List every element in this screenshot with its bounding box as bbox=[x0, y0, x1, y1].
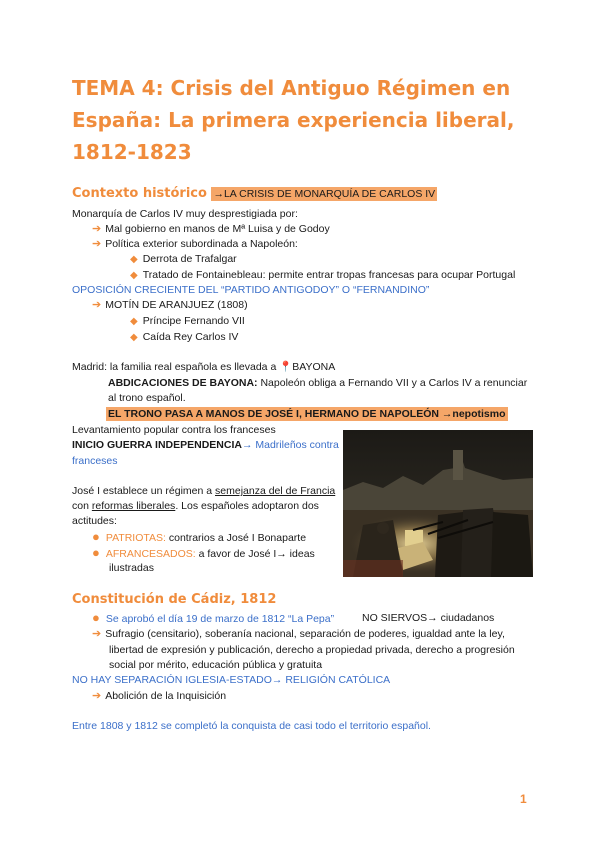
madrid-line: Madrid: la familia real española es llevada a 📍BAYONA bbox=[72, 361, 336, 373]
list-item-cont: social por mérito, educación pública y gratuita bbox=[109, 659, 323, 671]
painting-image bbox=[343, 430, 533, 577]
diamond-icon: ◆ bbox=[130, 332, 138, 343]
list-item: ➔ Política exterior subordinada a Napoleón: bbox=[92, 238, 298, 250]
jose-line-3: actitudes: bbox=[72, 515, 117, 527]
list-item: ● AFRANCESADOS: a favor de José I→ ideas bbox=[92, 545, 315, 560]
arrow-right-icon: ➔ bbox=[92, 223, 102, 235]
sub-list-item: ◆ Tratado de Fontainebleau: permite entrar tropas francesas para ocupar Portugal bbox=[130, 269, 516, 281]
arrow-right-icon: ➔ bbox=[92, 628, 102, 640]
list-item: ➔ MOTÍN DE ARANJUEZ (1808) bbox=[92, 299, 248, 311]
arrow-right-icon: ➔ bbox=[92, 690, 102, 702]
levantamiento-line: Levantamiento popular contra los franceses bbox=[72, 424, 276, 436]
bullet-dot-icon: ● bbox=[92, 610, 100, 625]
abdicaciones-line-1: ABDICACIONES DE BAYONA: Napoleón obliga a Fernando VII y a Carlos IV a renunciar bbox=[108, 377, 528, 389]
diamond-icon: ◆ bbox=[130, 254, 138, 265]
sub-list-item: ◆ Derrota de Trafalgar bbox=[130, 253, 237, 265]
trono-highlight: EL TRONO PASA A MANOS DE JOSÉ I, HERMANO DE NAPOLEÓN →nepotismo bbox=[108, 408, 506, 420]
list-item: ● PATRIOTAS: contrarios a José I Bonaparte bbox=[92, 529, 307, 544]
document-title bbox=[72, 72, 542, 168]
bullet-dot-icon: ● bbox=[92, 529, 100, 544]
arrow-right-icon: ➔ bbox=[92, 238, 102, 250]
separacion-line: NO HAY SEPARACIÓN IGLESIA-ESTADO→ RELIGIÓN CATÓLICA bbox=[72, 674, 391, 686]
abdicaciones-line-2: al trono español. bbox=[108, 392, 186, 404]
jose-line-1: José I establece un régimen a semejanza del de Francia bbox=[72, 485, 336, 497]
title-line-3: 1812-1823 bbox=[72, 140, 192, 164]
sub-list-item: ◆ Príncipe Fernando VII bbox=[130, 315, 245, 327]
guerra-line-1: INICIO GUERRA INDEPENDENCIA→ Madrileños contra bbox=[72, 439, 339, 451]
diamond-icon: ◆ bbox=[130, 270, 138, 281]
list-item: ● Se aprobó el día 19 de marzo de 1812 “La Pepa” bbox=[92, 610, 335, 625]
page-number: 1 bbox=[520, 792, 527, 806]
list-item: ➔ Mal gobierno en manos de Mª Luisa y de Godoy bbox=[92, 223, 330, 235]
section-heading-cadiz: Constitución de Cádiz, 1812 bbox=[72, 592, 277, 607]
list-item-cont: libertad de expresión y publicación, derecho a propiedad privada, derecho a progresión bbox=[109, 644, 515, 656]
guerra-line-2: franceses bbox=[72, 455, 118, 467]
list-item: ➔ Abolición de la Inquisición bbox=[92, 690, 227, 702]
arrow-right-icon: ➔ bbox=[92, 299, 102, 311]
jose-line-2: con reformas liberales. Los españoles adoptaron dos bbox=[72, 500, 319, 512]
afrancesados-cont: ilustradas bbox=[109, 562, 154, 574]
diamond-icon: ◆ bbox=[130, 316, 138, 327]
title-line-1: TEMA 4: Crisis del Antiguo Régimen en bbox=[72, 76, 511, 100]
conquista-line: Entre 1808 y 1812 se completó la conquista de casi todo el territorio español. bbox=[72, 720, 431, 732]
location-pin-icon: 📍 bbox=[279, 361, 293, 373]
opposition-line: OPOSICIÓN CRECIENTE DEL “PARTIDO ANTIGODOY” O “FERNANDINO” bbox=[72, 284, 430, 296]
no-siervos: NO SIERVOS→ ciudadanos bbox=[362, 612, 495, 624]
sub-list-item: ◆ Caída Rey Carlos IV bbox=[130, 331, 239, 343]
list-item: ➔ Sufragio (censitario), soberanía nacional, separación de poderes, igualdad ante la ley, bbox=[92, 628, 505, 640]
bullet-dot-icon: ● bbox=[92, 545, 100, 560]
contexto-intro: Monarquía de Carlos IV muy desprestigiada por: bbox=[72, 208, 298, 220]
section-heading-contexto: Contexto histórico →LA CRISIS DE MONARQUÍA DE CARLOS IV bbox=[72, 186, 436, 201]
heading-tag: →LA CRISIS DE MONARQUÍA DE CARLOS IV bbox=[213, 188, 436, 200]
title-line-2: España: La primera experiencia liberal, bbox=[72, 108, 515, 132]
